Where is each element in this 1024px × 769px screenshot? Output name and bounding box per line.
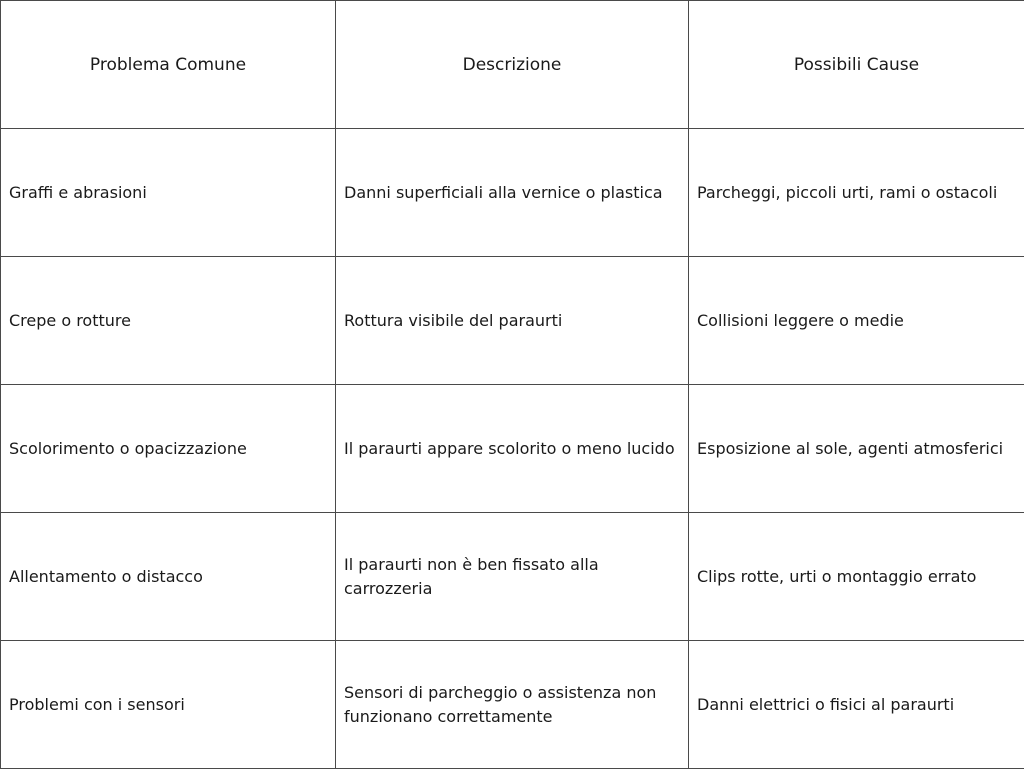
table-row	[1, 513, 1024, 641]
cell-problem: Crepe o rotture	[1, 257, 336, 385]
cell-problem: Allentamento o distacco	[1, 513, 336, 641]
cell-causes: Parcheggi, piccoli urti, rami o ostacoli	[689, 129, 1024, 257]
table-row	[1, 257, 1024, 385]
cell-problem: Scolorimento o opacizzazione	[1, 385, 336, 513]
cell-causes: Clips rotte, urti o montaggio errato	[689, 513, 1024, 641]
cell-causes: Collisioni leggere o medie	[689, 257, 1024, 385]
header-row	[1, 1, 1024, 129]
cell-description: Sensori di parcheggio o assistenza non funzionano correttamente	[336, 641, 689, 769]
header-description: Descrizione	[336, 1, 689, 129]
cell-causes: Esposizione al sole, agenti atmosferici	[689, 385, 1024, 513]
table-row	[1, 129, 1024, 257]
cell-description: Danni superficiali alla vernice o plastica	[336, 129, 689, 257]
cell-description: Rottura visibile del paraurti	[336, 257, 689, 385]
table-row	[1, 385, 1024, 513]
cell-description: Il paraurti appare scolorito o meno lucido	[336, 385, 689, 513]
header-problem: Problema Comune	[1, 1, 336, 129]
header-causes: Possibili Cause	[689, 1, 1024, 129]
cell-problem: Graffi e abrasioni	[1, 129, 336, 257]
table-row	[1, 641, 1024, 769]
cell-description: Il paraurti non è ben fissato alla carrozzeria	[336, 513, 689, 641]
cell-problem: Problemi con i sensori	[1, 641, 336, 769]
cell-causes: Danni elettrici o fisici al paraurti	[689, 641, 1024, 769]
